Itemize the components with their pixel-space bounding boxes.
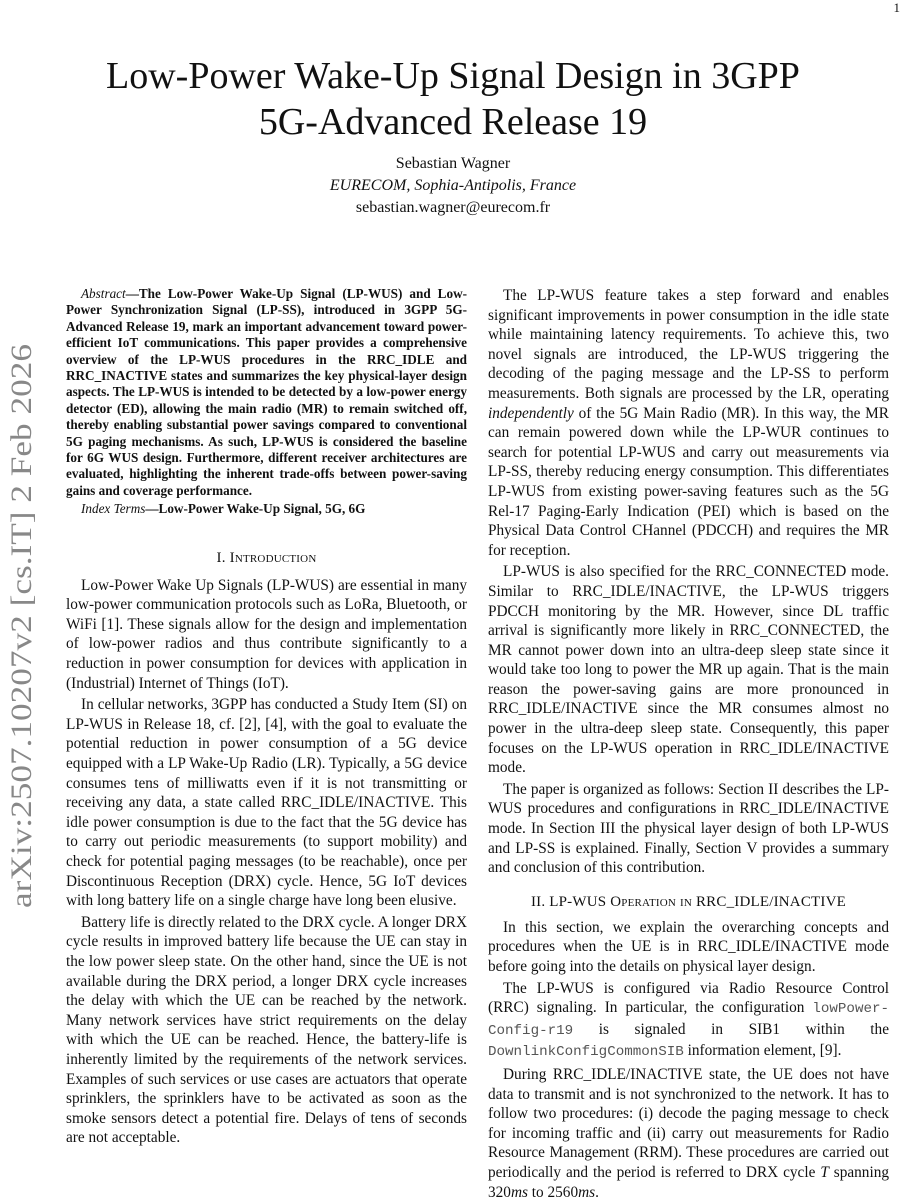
left-column bbox=[66, 286, 467, 1150]
text-run: The LP-WUS is configured via Radio Resource Control (RRC) signaling. In particular, the configuration bbox=[488, 979, 889, 1017]
math-unit: ms bbox=[510, 1183, 528, 1201]
author-name: Sebastian Wagner bbox=[395, 155, 511, 172]
paper-title bbox=[60, 53, 846, 145]
index-terms-text: —Low-Power Wake-Up Signal, 5G, 6G bbox=[145, 501, 366, 517]
author-affiliation: EURECOM, Sophia-Antipolis, France bbox=[329, 177, 577, 194]
math-value: 320 bbox=[488, 1183, 511, 1201]
abstract-label: Abstract bbox=[81, 286, 126, 301]
math-symbol: T bbox=[820, 1163, 829, 1181]
title-line-2: 5G-Advanced Release 19 bbox=[258, 101, 648, 143]
paragraph bbox=[488, 979, 889, 1063]
paragraph: Low-Power Wake Up Signals (LP-WUS) are essential in many low-power communication protocols such as LoRa, Bluetooth, or WiFi [1]. These signals allow for the design and implementation of low-power radios and thus contribute significantly to a reduction in power consumption for devices with application in (Industrial) Internet of Things (IoT). bbox=[66, 576, 467, 692]
paragraph bbox=[488, 1065, 889, 1202]
arxiv-stamp bbox=[0, 340, 44, 910]
author-block bbox=[0, 153, 906, 219]
paragraph: LP-WUS is also specified for the RRC_CONNECTED mode. Similar to RRC_IDLE/INACTIVE, the LP-WUS triggers PDCCH monitoring by the MR. However, since DL traffic arrival is significantly more likely in RRC_CONNECTED, the MR cannot power down into an ultra-deep sleep state since it would take too long to power the MR up again. That is the main reason the power-saving gains are more pronounced in RRC_IDLE/INACTIVE since the MR consumes almost no power in the ultra-deep sleep state. Consequently, this paper focuses on the LP-WUS operation in RRC_IDLE/INACTIVE mode. bbox=[488, 563, 889, 777]
code-information-element: DownlinkConfigCommonSIB bbox=[488, 1044, 684, 1061]
text-run: spanning bbox=[828, 1163, 890, 1181]
paragraph: Battery life is directly related to the DRX cycle. A longer DRX cycle results in improved battery life because the UE can stay in the low power sleep state. On the other hand, since the UE is not available during the DRX period, a longer DRX cycle increases the delay with which the UE can be reached by the network. Many network services have strict requirements on the delay with which the UE can be reached. Hence, the battery-life is inherently limited by the requirements of the network services. Examples of such services or use cases are actuators that operate sprinklers, the sprinklers have to be activated as soon as the smoke sensors detect a potential fire. Delays of tens of seconds are not acceptable. bbox=[66, 913, 467, 1147]
index-terms-label: Index Terms bbox=[81, 501, 146, 517]
author-email: sebastian.wagner@eurecom.fr bbox=[355, 199, 551, 216]
math-value: 2560 bbox=[547, 1183, 579, 1201]
emphasis: independently bbox=[488, 404, 574, 422]
text-run: The LP-WUS feature takes a step forward and enables significant improvements in power consumption in the idle state while maintaining latency requirements. To achieve this, two novel signals are introduced, the LP-WUS triggering the decoding of the paging message and the LP-SS to perform measurements. Both signals are processed by the LR, operating bbox=[488, 287, 889, 402]
paragraph bbox=[488, 286, 889, 560]
index-terms bbox=[66, 501, 467, 517]
text-run: . bbox=[595, 1183, 599, 1201]
text-run: information element, [9]. bbox=[683, 1042, 842, 1060]
section-heading-lpwus-operation: II. LP-WUS Operation in RRC_IDLE/INACTIVE bbox=[530, 893, 847, 910]
math-unit: ms bbox=[578, 1183, 596, 1201]
paragraph: In cellular networks, 3GPP has conducted a Study Item (SI) on LP-WUS in Release 18, cf. [2], [4], with the goal to evaluate the potential reduction in power consumption of a 5G device equipped with a LP Wake-Up Radio (LR). Typically, a 5G device consumes tens of milliwatts even if it is not transmitting or receiving any data, a state called RRC_IDLE/INACTIVE. This idle power consumption is due to the fact that the 5G device has to carry out periodic measurements (to support mobility) and check for potential paging messages (to be reachable), once per Discontinuous Reception (DRX) cycle. Hence, 5G IoT devices with long battery life on a single charge have long been elusive. bbox=[66, 696, 467, 910]
code-config-name: lowPower-Config-r19 bbox=[488, 1001, 889, 1039]
text-run: is signaled in SIB1 within the bbox=[573, 1020, 889, 1038]
title-line-1: Low-Power Wake-Up Signal Design in 3GPP bbox=[106, 55, 800, 97]
paragraph: The paper is organized as follows: Section II describes the LP-WUS procedures and configurations in RRC_IDLE/INACTIVE mode. In Section III the physical layer design of both LP-WUS and LP-SS is explained. Finally, Section V provides a summary and conclusion of this contribution. bbox=[488, 780, 889, 877]
text-run: of the 5G Main Radio (MR). In this way, the MR can remain powered down while the LP-WUR continues to search for potential LP-WUS and carry out measurements via LP-SS, thereby reducing energy consumption. This differentiates LP-WUS from existing power-saving features such as the 5G Rel-17 Paging-Early Indication (PEI) which is based on the Physical Data Control CHannel (PDCCH) and requires the MR for reception. bbox=[488, 404, 889, 559]
right-column bbox=[488, 286, 889, 1204]
paragraph: In this section, we explain the overarching concepts and procedures when the UE is in RRC_IDLE/INACTIVE mode before going into the details on physical layer design. bbox=[488, 918, 889, 975]
arxiv-stamp-text: arXiv:2507.10207v2 [cs.IT] 2 Feb 2026 bbox=[5, 428, 38, 908]
abstract-text: —The Low-Power Wake-Up Signal (LP-WUS) and Low-Power Synchronization Signal (LP-SS), introduced in 3GPP 5G-Advanced Release 19, mark an important advancement toward power-efficient IoT communications. This paper provides a comprehensive overview of the LP-WUS procedures in the RRC_IDLE and RRC_INACTIVE states and summarizes the key physical-layer design aspects. The LP-WUS is intended to be detected by a low-power energy detector (ED), allowing the main radio (MR) to remain switched off, thereby enabling substantial power savings compared to conventional 5G paging mechanisms. As such, LP-WUS is considered the baseline for 6G WUS design. Furthermore, different receiver architectures are evaluated, highlighting the inherent trade-offs between power-saving gains and coverage performance. bbox=[66, 286, 467, 498]
page-number: 1 bbox=[893, 0, 900, 15]
text-run: During RRC_IDLE/INACTIVE state, the UE does not have data to transmit and is not synchronized to the network. It has to follow two procedures: (i) decode the paging message to check for incoming traffic and (ii) carry out measurements for Radio Resource Management (RRM). These procedures are carried out periodically and the period is referred to DRX cycle bbox=[488, 1065, 889, 1181]
text-run: to bbox=[527, 1183, 548, 1201]
abstract bbox=[66, 286, 467, 499]
section-heading-introduction: I. Introduction bbox=[216, 549, 317, 566]
